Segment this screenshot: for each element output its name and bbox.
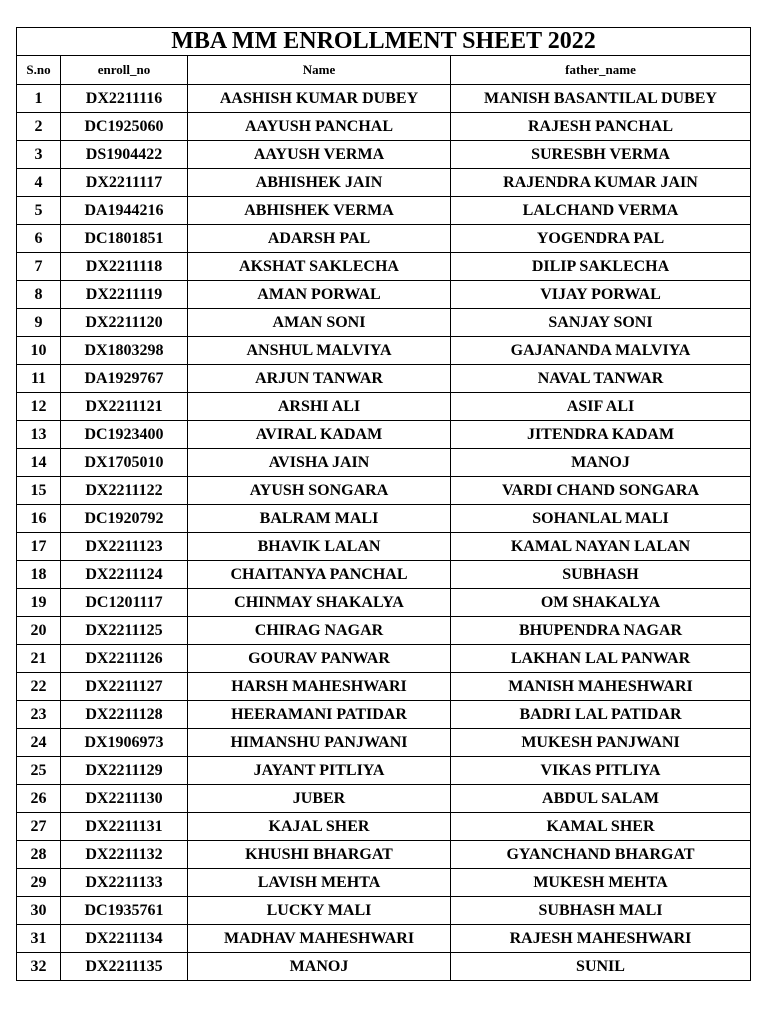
father-name-cell: VARDI CHAND SONGARA bbox=[451, 477, 751, 505]
column-header-sno: S.no bbox=[17, 56, 61, 85]
enroll-no-cell: DX2211127 bbox=[61, 673, 188, 701]
table-row bbox=[17, 869, 751, 897]
column-header-name: Name bbox=[188, 56, 451, 85]
enroll-no-cell: DX1705010 bbox=[61, 449, 188, 477]
sno-cell: 24 bbox=[17, 729, 61, 757]
father-name-cell: MANISH BASANTILAL DUBEY bbox=[451, 85, 751, 113]
father-name-cell: RAJESH PANCHAL bbox=[451, 113, 751, 141]
table-row bbox=[17, 701, 751, 729]
name-cell: ANSHUL MALVIYA bbox=[188, 337, 451, 365]
father-name-cell: RAJESH MAHESHWARI bbox=[451, 925, 751, 953]
sno-cell: 26 bbox=[17, 785, 61, 813]
father-name-cell: SOHANLAL MALI bbox=[451, 505, 751, 533]
table-row bbox=[17, 197, 751, 225]
sno-cell: 16 bbox=[17, 505, 61, 533]
enroll-no-cell: DX2211126 bbox=[61, 645, 188, 673]
sno-cell: 28 bbox=[17, 841, 61, 869]
sno-cell: 10 bbox=[17, 337, 61, 365]
enroll-no-cell: DX2211119 bbox=[61, 281, 188, 309]
father-name-cell: NAVAL TANWAR bbox=[451, 365, 751, 393]
enroll-no-cell: DX2211117 bbox=[61, 169, 188, 197]
table-body bbox=[17, 85, 751, 981]
name-cell: LUCKY MALI bbox=[188, 897, 451, 925]
name-cell: ADARSH PAL bbox=[188, 225, 451, 253]
name-cell: AKSHAT SAKLECHA bbox=[188, 253, 451, 281]
name-cell: CHAITANYA PANCHAL bbox=[188, 561, 451, 589]
table-row bbox=[17, 421, 751, 449]
sno-cell: 13 bbox=[17, 421, 61, 449]
enroll-no-cell: DX1906973 bbox=[61, 729, 188, 757]
table-row bbox=[17, 953, 751, 981]
enroll-no-cell: DX2211123 bbox=[61, 533, 188, 561]
father-name-cell: LAKHAN LAL PANWAR bbox=[451, 645, 751, 673]
table-row bbox=[17, 141, 751, 169]
sno-cell: 14 bbox=[17, 449, 61, 477]
enroll-no-cell: DS1904422 bbox=[61, 141, 188, 169]
sno-cell: 12 bbox=[17, 393, 61, 421]
table-row bbox=[17, 757, 751, 785]
father-name-cell: BADRI LAL PATIDAR bbox=[451, 701, 751, 729]
table-row bbox=[17, 897, 751, 925]
table-row bbox=[17, 477, 751, 505]
column-header-enroll-no: enroll_no bbox=[61, 56, 188, 85]
sno-cell: 7 bbox=[17, 253, 61, 281]
father-name-cell: DILIP SAKLECHA bbox=[451, 253, 751, 281]
father-name-cell: RAJENDRA KUMAR JAIN bbox=[451, 169, 751, 197]
father-name-cell: MUKESH MEHTA bbox=[451, 869, 751, 897]
enroll-no-cell: DX2211130 bbox=[61, 785, 188, 813]
sno-cell: 19 bbox=[17, 589, 61, 617]
table-row bbox=[17, 253, 751, 281]
table-row bbox=[17, 841, 751, 869]
table-row bbox=[17, 729, 751, 757]
name-cell: AMAN SONI bbox=[188, 309, 451, 337]
father-name-cell: YOGENDRA PAL bbox=[451, 225, 751, 253]
sno-cell: 5 bbox=[17, 197, 61, 225]
sno-cell: 3 bbox=[17, 141, 61, 169]
enroll-no-cell: DX2211116 bbox=[61, 85, 188, 113]
father-name-cell: ABDUL SALAM bbox=[451, 785, 751, 813]
table-row bbox=[17, 673, 751, 701]
enroll-no-cell: DX2211128 bbox=[61, 701, 188, 729]
sno-cell: 20 bbox=[17, 617, 61, 645]
enroll-no-cell: DX2211132 bbox=[61, 841, 188, 869]
father-name-cell: KAMAL NAYAN LALAN bbox=[451, 533, 751, 561]
enroll-no-cell: DX1803298 bbox=[61, 337, 188, 365]
name-cell: MADHAV MAHESHWARI bbox=[188, 925, 451, 953]
enroll-no-cell: DX2211133 bbox=[61, 869, 188, 897]
name-cell: KHUSHI BHARGAT bbox=[188, 841, 451, 869]
enroll-no-cell: DX2211131 bbox=[61, 813, 188, 841]
enroll-no-cell: DX2211120 bbox=[61, 309, 188, 337]
name-cell: AVIRAL KADAM bbox=[188, 421, 451, 449]
enroll-no-cell: DC1923400 bbox=[61, 421, 188, 449]
table-row bbox=[17, 225, 751, 253]
enroll-no-cell: DC1801851 bbox=[61, 225, 188, 253]
table-row bbox=[17, 113, 751, 141]
enroll-no-cell: DX2211124 bbox=[61, 561, 188, 589]
name-cell: BALRAM MALI bbox=[188, 505, 451, 533]
name-cell: JAYANT PITLIYA bbox=[188, 757, 451, 785]
enroll-no-cell: DX2211122 bbox=[61, 477, 188, 505]
father-name-cell: VIKAS PITLIYA bbox=[451, 757, 751, 785]
table-row bbox=[17, 925, 751, 953]
sno-cell: 11 bbox=[17, 365, 61, 393]
name-cell: GOURAV PANWAR bbox=[188, 645, 451, 673]
father-name-cell: GYANCHAND BHARGAT bbox=[451, 841, 751, 869]
name-cell: AYUSH SONGARA bbox=[188, 477, 451, 505]
column-header-father-name: father_name bbox=[451, 56, 751, 85]
name-cell: MANOJ bbox=[188, 953, 451, 981]
father-name-cell: GAJANANDA MALVIYA bbox=[451, 337, 751, 365]
sno-cell: 23 bbox=[17, 701, 61, 729]
enroll-no-cell: DA1929767 bbox=[61, 365, 188, 393]
table-row bbox=[17, 393, 751, 421]
enroll-no-cell: DC1925060 bbox=[61, 113, 188, 141]
sno-cell: 32 bbox=[17, 953, 61, 981]
sno-cell: 21 bbox=[17, 645, 61, 673]
father-name-cell: SURESBH VERMA bbox=[451, 141, 751, 169]
sno-cell: 17 bbox=[17, 533, 61, 561]
table-row bbox=[17, 561, 751, 589]
father-name-cell: VIJAY PORWAL bbox=[451, 281, 751, 309]
table-row bbox=[17, 589, 751, 617]
father-name-cell: LALCHAND VERMA bbox=[451, 197, 751, 225]
name-cell: ARSHI ALI bbox=[188, 393, 451, 421]
name-cell: ARJUN TANWAR bbox=[188, 365, 451, 393]
table-row bbox=[17, 505, 751, 533]
sno-cell: 31 bbox=[17, 925, 61, 953]
enroll-no-cell: DC1935761 bbox=[61, 897, 188, 925]
sno-cell: 27 bbox=[17, 813, 61, 841]
name-cell: JUBER bbox=[188, 785, 451, 813]
table-row bbox=[17, 281, 751, 309]
name-cell: AMAN PORWAL bbox=[188, 281, 451, 309]
sno-cell: 2 bbox=[17, 113, 61, 141]
father-name-cell: SUBHASH MALI bbox=[451, 897, 751, 925]
name-cell: CHIRAG NAGAR bbox=[188, 617, 451, 645]
father-name-cell: MUKESH PANJWANI bbox=[451, 729, 751, 757]
table-row bbox=[17, 85, 751, 113]
enroll-no-cell: DX2211134 bbox=[61, 925, 188, 953]
name-cell: AAYUSH PANCHAL bbox=[188, 113, 451, 141]
sno-cell: 6 bbox=[17, 225, 61, 253]
enroll-no-cell: DX2211135 bbox=[61, 953, 188, 981]
sno-cell: 9 bbox=[17, 309, 61, 337]
title-row bbox=[17, 28, 751, 56]
father-name-cell: SUBHASH bbox=[451, 561, 751, 589]
father-name-cell: SUNIL bbox=[451, 953, 751, 981]
table-row bbox=[17, 309, 751, 337]
father-name-cell: KAMAL SHER bbox=[451, 813, 751, 841]
enroll-no-cell: DX2211129 bbox=[61, 757, 188, 785]
name-cell: ABHISHEK VERMA bbox=[188, 197, 451, 225]
table-row bbox=[17, 365, 751, 393]
sno-cell: 8 bbox=[17, 281, 61, 309]
name-cell: LAVISH MEHTA bbox=[188, 869, 451, 897]
name-cell: BHAVIK LALAN bbox=[188, 533, 451, 561]
name-cell: HEERAMANI PATIDAR bbox=[188, 701, 451, 729]
enroll-no-cell: DX2211121 bbox=[61, 393, 188, 421]
table-row bbox=[17, 449, 751, 477]
name-cell: CHINMAY SHAKALYA bbox=[188, 589, 451, 617]
sno-cell: 22 bbox=[17, 673, 61, 701]
table-row bbox=[17, 645, 751, 673]
enroll-no-cell: DX2211118 bbox=[61, 253, 188, 281]
father-name-cell: BHUPENDRA NAGAR bbox=[451, 617, 751, 645]
father-name-cell: MANOJ bbox=[451, 449, 751, 477]
name-cell: AVISHA JAIN bbox=[188, 449, 451, 477]
father-name-cell: ASIF ALI bbox=[451, 393, 751, 421]
table-row bbox=[17, 617, 751, 645]
sno-cell: 15 bbox=[17, 477, 61, 505]
name-cell: ABHISHEK JAIN bbox=[188, 169, 451, 197]
sno-cell: 25 bbox=[17, 757, 61, 785]
name-cell: AAYUSH VERMA bbox=[188, 141, 451, 169]
enroll-no-cell: DC1920792 bbox=[61, 505, 188, 533]
father-name-cell: JITENDRA KADAM bbox=[451, 421, 751, 449]
sno-cell: 30 bbox=[17, 897, 61, 925]
table-row bbox=[17, 813, 751, 841]
table-row bbox=[17, 785, 751, 813]
enroll-no-cell: DA1944216 bbox=[61, 197, 188, 225]
name-cell: AASHISH KUMAR DUBEY bbox=[188, 85, 451, 113]
name-cell: KAJAL SHER bbox=[188, 813, 451, 841]
father-name-cell: MANISH MAHESHWARI bbox=[451, 673, 751, 701]
table-row bbox=[17, 533, 751, 561]
sno-cell: 4 bbox=[17, 169, 61, 197]
sno-cell: 18 bbox=[17, 561, 61, 589]
sheet-title: MBA MM ENROLLMENT SHEET 2022 bbox=[17, 28, 751, 56]
table-row bbox=[17, 169, 751, 197]
sno-cell: 29 bbox=[17, 869, 61, 897]
enrollment-table bbox=[16, 27, 751, 981]
name-cell: HARSH MAHESHWARI bbox=[188, 673, 451, 701]
table-row bbox=[17, 337, 751, 365]
enroll-no-cell: DX2211125 bbox=[61, 617, 188, 645]
enroll-no-cell: DC1201117 bbox=[61, 589, 188, 617]
name-cell: HIMANSHU PANJWANI bbox=[188, 729, 451, 757]
father-name-cell: SANJAY SONI bbox=[451, 309, 751, 337]
sno-cell: 1 bbox=[17, 85, 61, 113]
column-header-row bbox=[17, 56, 751, 85]
father-name-cell: OM SHAKALYA bbox=[451, 589, 751, 617]
